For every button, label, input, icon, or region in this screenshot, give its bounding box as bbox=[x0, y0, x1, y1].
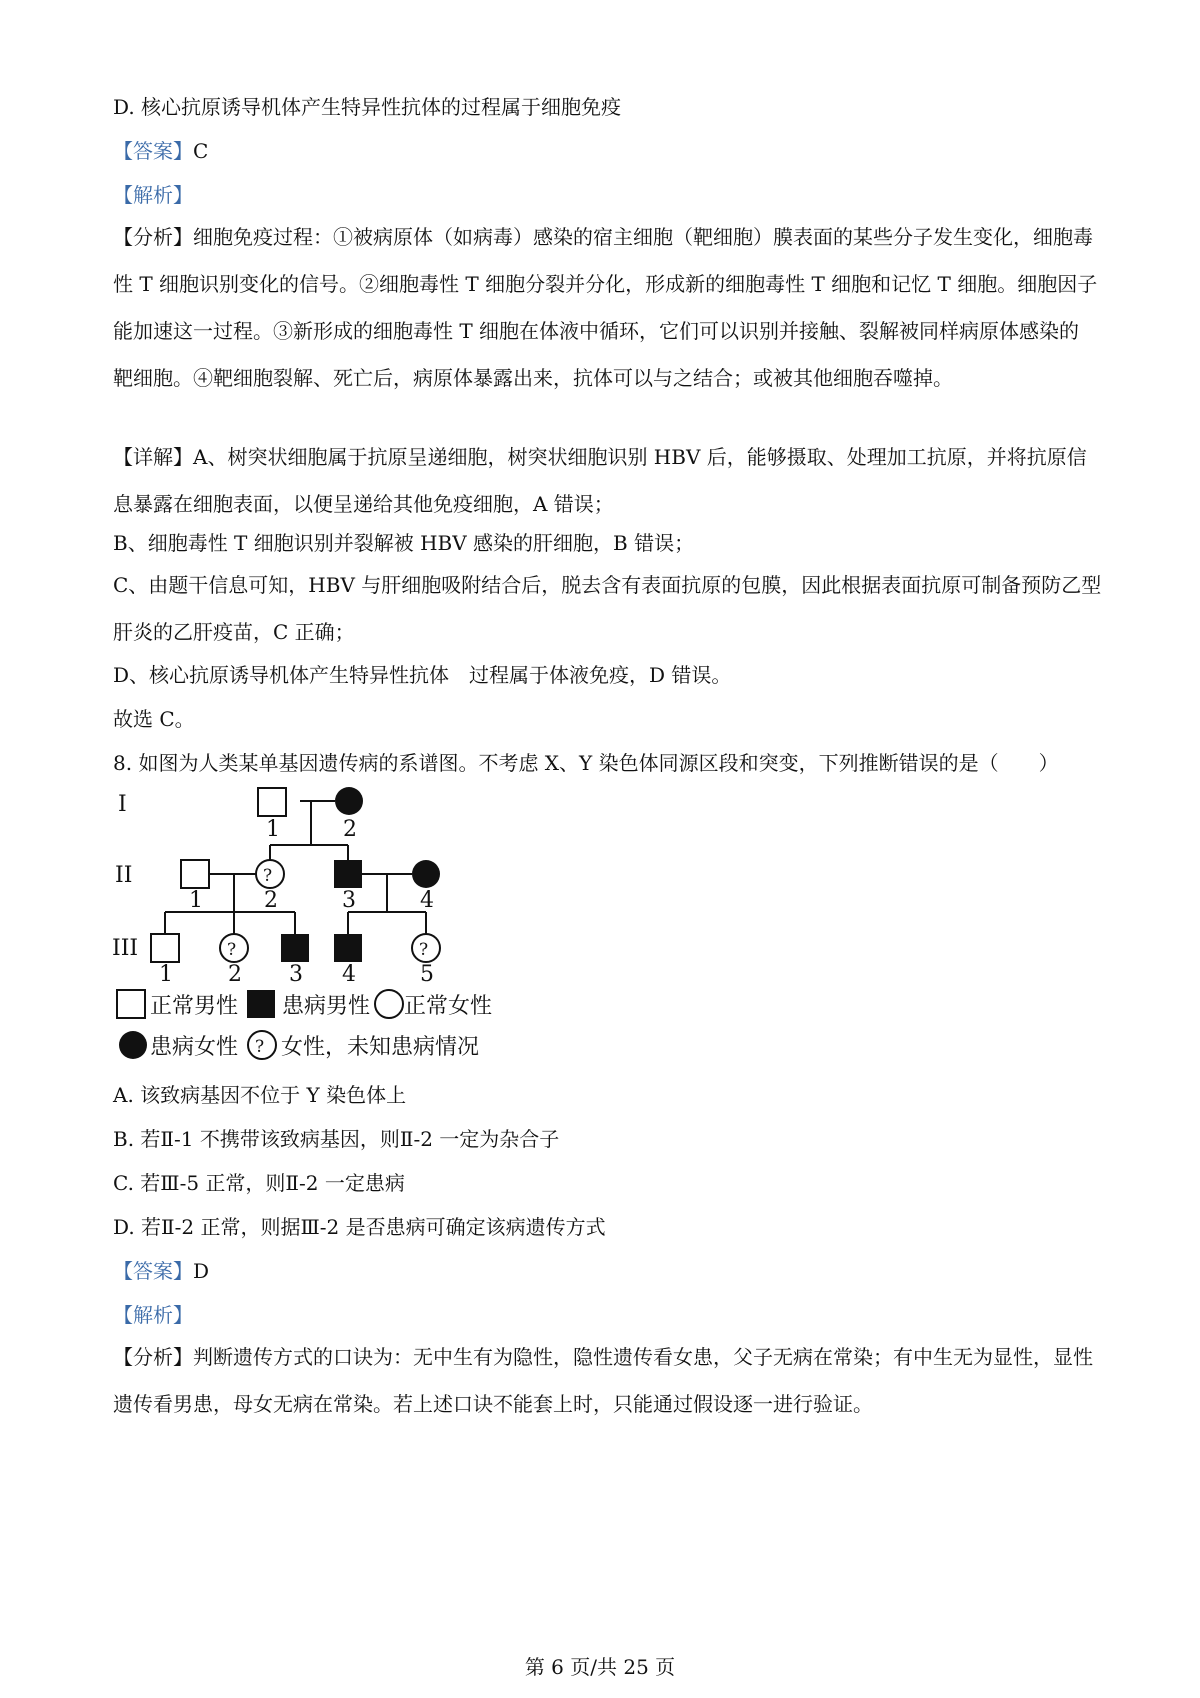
individual-ii-4 bbox=[412, 860, 440, 888]
individual-i-2 bbox=[335, 787, 363, 815]
gen-label-i: I bbox=[118, 792, 127, 817]
label-ii-4: 4 bbox=[420, 888, 434, 913]
legend-affected-male-symbol bbox=[247, 990, 275, 1018]
q8-option-d: D. 若Ⅱ-2 正常，则据Ⅲ-2 是否患病可确定该病遗传方式 bbox=[113, 1215, 606, 1239]
answer-label: 【答案】 bbox=[113, 1259, 193, 1283]
answer-value: C bbox=[193, 139, 209, 163]
q7-xiangjie-c: C、由题干信息可知，HBV 与肝细胞吸附结合后，脱去含有表面抗原的包膜，因此根据表面抗原可制备预防乙型肝炎的乙肝疫苗，C 正确； bbox=[113, 573, 1102, 644]
q8-stem: 8. 如图为人类某单基因遗传病的系谱图。不考虑 X、Y 染色体同源区段和突变，下列推断错误的是（ ） bbox=[113, 751, 1059, 775]
q8-option-a: A. 该致病基因不位于 Y 染色体上 bbox=[113, 1083, 407, 1107]
legend-normal-female: 正常女性 bbox=[404, 994, 493, 1019]
label-iii-3: 3 bbox=[289, 962, 303, 987]
q7-conclusion: 故选 C。 bbox=[113, 707, 195, 731]
q8-option-c: C. 若Ⅲ-5 正常，则Ⅱ-2 一定患病 bbox=[113, 1171, 405, 1195]
individual-i-1 bbox=[258, 788, 286, 816]
label-ii-1: 1 bbox=[189, 888, 203, 913]
label-ii-2: 2 bbox=[264, 888, 278, 913]
q7-analysis-label bbox=[113, 181, 193, 209]
fenxi-text: 判断遗传方式的口诀为：无中生有为隐性，隐性遗传看女患，父子无病在常染；有中生无为显性，显性遗传看男患，母女无病在常染。若上述口诀不能套上时，只能通过假设逐一进行验证。 bbox=[113, 1345, 1093, 1416]
legend-affected-male: 患病男性 bbox=[282, 994, 371, 1019]
q7-xiangjie-b: B、细胞毒性 T 细胞识别并裂解被 HBV 感染的肝细胞，B 错误； bbox=[113, 531, 695, 555]
individual-iii-4 bbox=[334, 934, 362, 962]
label-iii-2: 2 bbox=[228, 962, 242, 987]
q7-xiangjie-d: D、核心抗原诱导机体产生特异性抗体 过程属于体液免疫，D 错误。 bbox=[113, 663, 732, 687]
gen-label-ii: II bbox=[115, 863, 133, 888]
unknown-mark-iii-2: ? bbox=[227, 940, 237, 960]
fenxi-text: 细胞免疫过程：①被病原体（如病毒）感染的宿主细胞（靶细胞）膜表面的某些分子发生变化，细胞毒性 T 细胞识别变化的信号。②细胞毒性 T 细胞分裂并分化，形成新的细胞毒性 T 细胞和记忆 T 细胞。细胞因子能加速这一过程。③新形成的细胞毒性 T 细胞在体液中循环，它们可以识别并接触、裂解被同样病原体感染的 靶细胞。④靶细胞裂解、死亡后，病原体暴露出来，抗体可以与之结合；或被其他细胞吞噬掉。 bbox=[113, 225, 1098, 390]
label-i-2: 2 bbox=[343, 817, 357, 842]
pedigree-chart bbox=[0, 780, 620, 1080]
q8-fenxi bbox=[113, 1334, 1103, 1428]
legend-unknown-female: 女性，未知患病情况 bbox=[281, 1035, 480, 1060]
label-iii-4: 4 bbox=[342, 962, 356, 987]
analysis-label: 【解析】 bbox=[113, 1303, 193, 1327]
answer-label: 【答案】 bbox=[113, 139, 193, 163]
label-ii-3: 3 bbox=[342, 888, 356, 913]
individual-ii-1 bbox=[181, 860, 209, 888]
answer-value: D bbox=[193, 1259, 210, 1283]
label-iii-5: 5 bbox=[420, 962, 434, 987]
legend-affected-female: 患病女性 bbox=[150, 1035, 239, 1060]
legend-normal-male: 正常男性 bbox=[150, 994, 239, 1019]
analysis-label: 【解析】 bbox=[113, 183, 193, 207]
individual-ii-3 bbox=[334, 860, 362, 888]
gen-label-iii: III bbox=[112, 936, 139, 961]
q7-option-d: D. 核心抗原诱导机体产生特异性抗体的过程属于细胞免疫 bbox=[113, 95, 622, 119]
q7-answer bbox=[113, 137, 208, 165]
unknown-mark-iii-5: ? bbox=[419, 940, 429, 960]
fenxi-label: 【分析】 bbox=[113, 225, 193, 249]
individual-iii-1 bbox=[151, 934, 179, 962]
xiangjie-label: 【详解】 bbox=[113, 445, 193, 469]
q7-fenxi bbox=[113, 214, 1103, 402]
q7-xiangjie-a bbox=[113, 434, 1103, 528]
legend-affected-female-symbol bbox=[119, 1031, 147, 1059]
q8-analysis-label bbox=[113, 1301, 193, 1329]
legend-normal-female-symbol bbox=[375, 990, 403, 1018]
label-i-1: 1 bbox=[266, 817, 280, 842]
legend-unknown-mark: ? bbox=[255, 1037, 265, 1057]
fenxi-label: 【分析】 bbox=[113, 1345, 193, 1369]
individual-iii-3 bbox=[281, 934, 309, 962]
q8-answer bbox=[113, 1257, 209, 1285]
xiangjie-a-text: A、树突状细胞属于抗原呈递细胞，树突状细胞识别 HBV 后，能够摄取、处理加工抗原，并将抗原信息暴露在细胞表面，以便呈递给其他免疫细胞，A 错误； bbox=[113, 445, 1087, 516]
legend-normal-male-symbol bbox=[117, 990, 145, 1018]
label-iii-1: 1 bbox=[159, 962, 173, 987]
page-footer: 第 6 页/共 25 页 bbox=[524, 1655, 676, 1679]
unknown-mark-ii-2: ? bbox=[263, 866, 273, 886]
q8-option-b: B. 若Ⅱ-1 不携带该致病基因，则Ⅱ-2 一定为杂合子 bbox=[113, 1127, 560, 1151]
